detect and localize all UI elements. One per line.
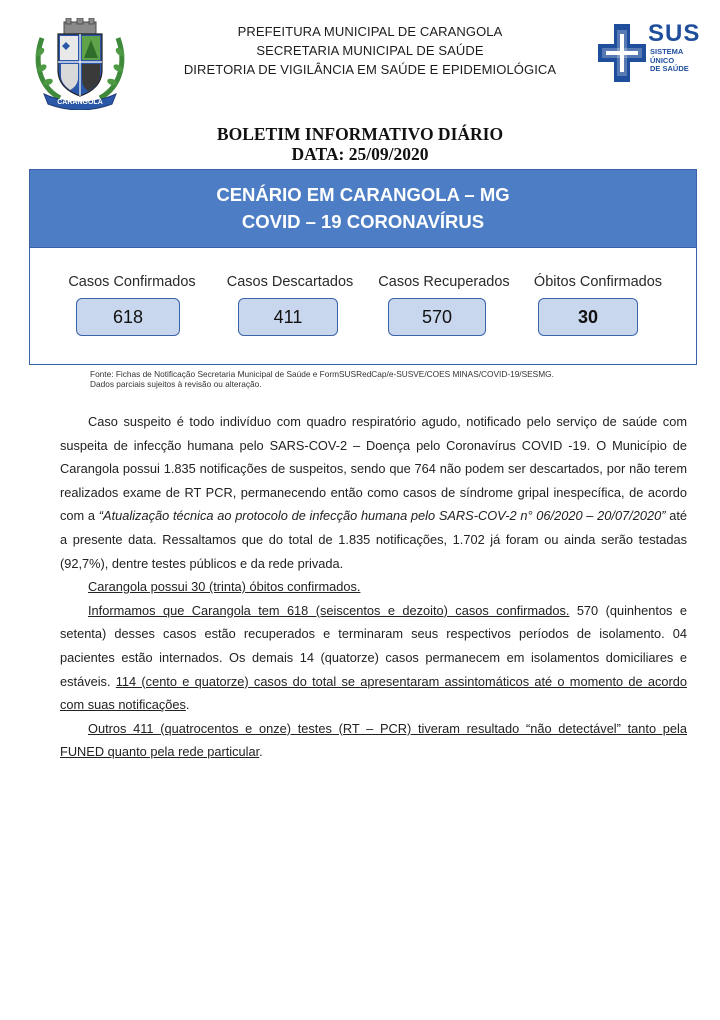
sus-logo-subtitle [650,48,700,74]
sus-logo-word: SUS [648,20,701,47]
paragraph-confirmed-cases [60,599,687,717]
document-header [0,0,720,120]
deaths-statement: Carangola possui 30 (trinta) óbitos confirmados. [88,579,361,595]
paragraph-deaths [60,575,687,599]
header-line-secretaria: SECRETARIA MUNICIPAL DE SAÚDE [256,43,484,58]
stat-value: 30 [538,298,638,336]
source-disclaimer: Dados parciais sujeitos à revisão ou alteração. [90,379,262,389]
header-text [150,22,590,79]
sus-sub-line: ÚNICO [650,55,675,65]
crest-banner-text: CARANGOLA [57,99,103,106]
covid-scenario-panel [29,169,697,365]
stat-confirmed-deaths [526,274,670,336]
stat-confirmed-cases [62,274,202,336]
bulletin-title [0,124,720,164]
stat-label: Casos Confirmados [68,274,196,290]
stat-value: 570 [388,298,486,336]
paragraph-suspected-cases [60,410,687,575]
bulletin-title-text: BOLETIM INFORMATIVO DIÁRIO [216,124,504,144]
text-run: até a presente data. Ressaltamos que do total de 1.835 notificações, 1.702 já foram ou ainda serão testadas (92,7%), dentre testes públicos e da rede privada. [60,508,687,571]
text-run: 570 (quinhentos e setenta) desses casos estão recuperados e terminaram seus respectivos períodos de isolamento. 04 pacientes estão internados. Os demais 14 (quatorze) casos permanecem em isolamentos domiciliares e estáveis. [60,602,687,689]
stat-value: 411 [238,298,338,336]
tests-statement: Outros 411 (quatrocentos e onze) testes (RT – PCR) tiveram resultado “não detectável” tanto pela FUNED quanto pela rede particular [60,720,687,760]
sus-sub-line: DE SAÚDE [650,64,689,73]
stat-label: Casos Recuperados [378,274,510,290]
text-run: Caso suspeito é todo indivíduo com quadro respiratório agudo, notificado pelo serviço de saúde com suspeita de infecção humana pelo SARS-COV-2 – Doença pelo Coronavírus COVID -19. O Município de Carangola possui 1.835 notificações de suspeitos, sendo que 764 não podem ser descartados, por não terem realizados exame de RT PCR, permanecendo então como casos de síndrome gripal inespecífica, de acordo com a [60,414,687,524]
stat-label: Casos Descartados [226,274,354,290]
municipal-crest-icon [30,18,130,110]
asymptomatic-statement: 114 (cento e quatorze) casos do total se apresentaram assintomáticos até o momento de acordo com suas notificações [60,673,687,713]
header-line-prefeitura: PREFEITURA MUNICIPAL DE CARANGOLA [237,24,503,39]
header-line-diretoria: DIRETORIA DE VIGILÂNCIA EM SAÚDE E EPIDEMIOLÓGICA [183,62,557,77]
stat-value: 618 [76,298,180,336]
stat-recovered-cases [372,274,516,336]
text-run: . [259,744,263,760]
sus-cross-icon [598,24,646,82]
stat-discarded-cases [220,274,360,336]
sus-logo [598,20,701,86]
data-source-note [90,369,690,389]
scenario-heading-disease: COVID – 19 CORONAVÍRUS [241,211,485,232]
scenario-heading [30,170,696,248]
bulletin-date: DATA: 25/09/2020 [291,144,429,164]
source-line: Fonte: Fichas de Notificação Secretaria Municipal de Saúde e FormSUSRedCap/e-SUSVE/COES MINAS/COVID-19/SESMG. [90,369,554,379]
confirmed-statement: Informamos que Carangola tem 618 (seiscentos e dezoito) casos confirmados. [88,602,570,618]
paragraph-tests [60,717,687,764]
sus-sub-line: SISTEMA [650,47,684,56]
scenario-heading-location: CENÁRIO EM CARANGOLA – MG [216,184,510,205]
stat-label: Óbitos Confirmados [533,274,663,290]
bulletin-body [60,410,687,764]
protocol-citation: “Atualização técnica ao protocolo de infecção humana pelo SARS-COV-2 n° 06/2020 – 20/07/2020” [98,508,666,524]
text-run: . [185,697,190,713]
